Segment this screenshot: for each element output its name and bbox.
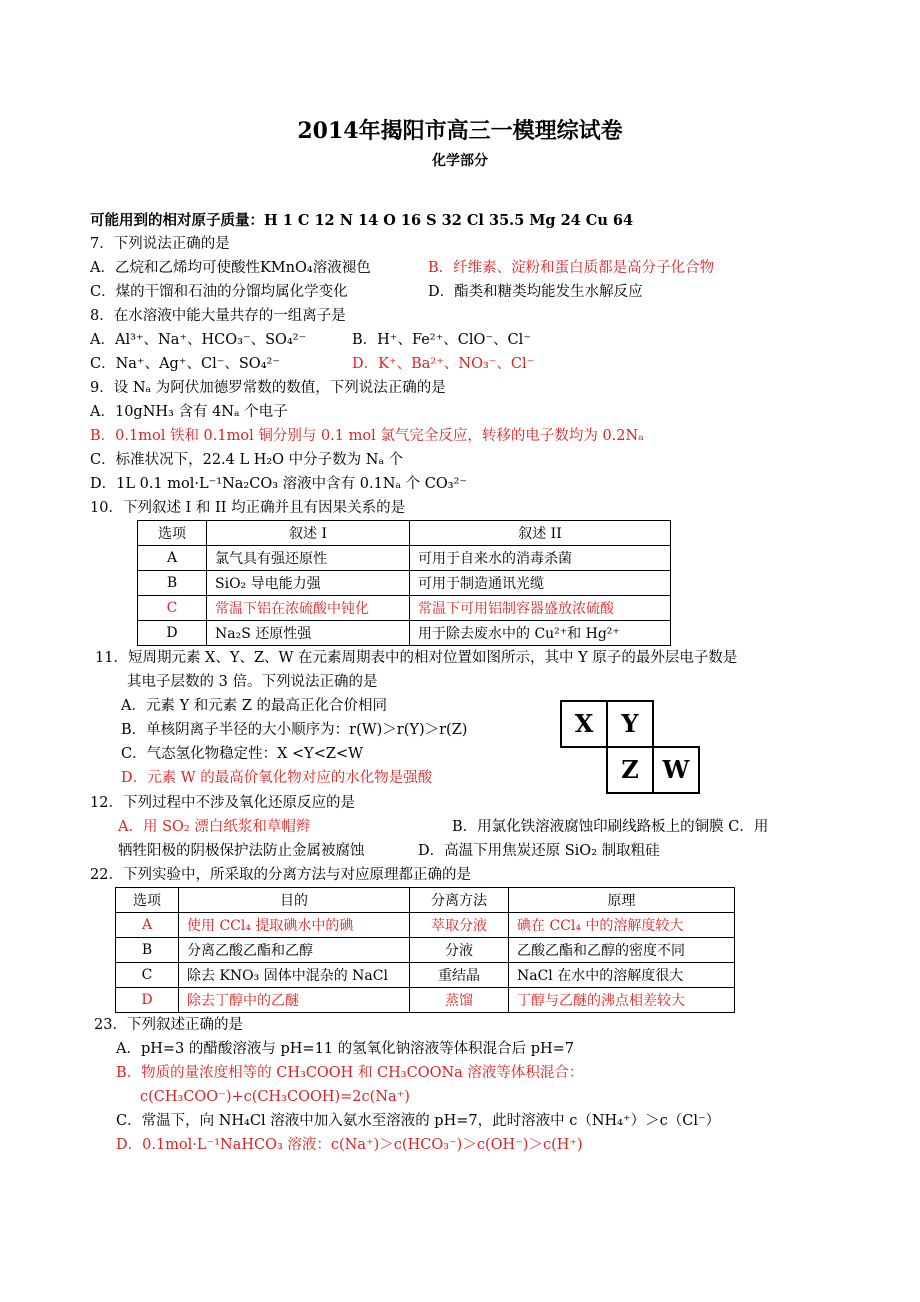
table-header-cell: 叙述 II bbox=[410, 521, 671, 546]
q23-option-b-formula: c(CH₃COO⁻)+c(CH₃COOH)=2c(Na⁺) bbox=[140, 1089, 410, 1105]
element-cell-w: W bbox=[652, 746, 700, 794]
q9-option-a: A．10gNH₃ 含有 4Nₐ 个电子 bbox=[90, 404, 288, 420]
q11-option-c: C．气态氢化物稳定性：X <Y<Z<W bbox=[121, 746, 364, 762]
table-cell: B bbox=[116, 938, 179, 963]
table-cell: NaCl 在水中的溶解度很大 bbox=[509, 963, 735, 988]
q23-option-c: C．常温下，向 NH₄Cl 溶液中加入氨水至溶液的 pH=7，此时溶液中 c（NH₄⁺）＞c（Cl⁻） bbox=[116, 1113, 721, 1129]
table-cell: A bbox=[138, 546, 207, 571]
q9-option-b: B．0.1mol 铁和 0.1mol 铜分别与 0.1 mol 氯气完全反应，转移的电子数均为 0.2Nₐ bbox=[90, 428, 644, 444]
q8-option-b: B．H⁺、Fe²⁺、ClO⁻、Cl⁻ bbox=[352, 332, 531, 348]
q12-option-a: A．用 SO₂ 漂白纸浆和草帽辫 bbox=[118, 819, 311, 835]
q23-stem: 23．下列叙述正确的是 bbox=[94, 1017, 243, 1033]
periodic-table-diagram bbox=[560, 700, 704, 792]
table-header-cell: 目的 bbox=[179, 888, 410, 913]
table-cell: Na₂S 还原性强 bbox=[207, 621, 410, 646]
table-cell: 使用 CCl₄ 提取碘水中的碘 bbox=[179, 913, 410, 938]
table-cell: 碘在 CCl₄ 中的溶解度较大 bbox=[509, 913, 735, 938]
q7-option-b: B．纤维素、淀粉和蛋白质都是高分子化合物 bbox=[428, 260, 715, 276]
table-header-row bbox=[116, 888, 735, 913]
table-header-cell: 叙述 I bbox=[207, 521, 410, 546]
q11-option-d: D．元素 W 的最高价氧化物对应的水化物是强酸 bbox=[121, 770, 433, 786]
q11-option-a: A．元素 Y 和元素 Z 的最高正化合价相同 bbox=[121, 698, 388, 714]
table-cell: 蒸馏 bbox=[410, 988, 509, 1013]
q11-stem-1: 11．短周期元素 X、Y、Z、W 在元素周期表中的相对位置如图所示，其中 Y 原子的最外层电子数是 bbox=[95, 650, 738, 666]
table-row bbox=[116, 913, 735, 938]
table-cell: 常温下可用铝制容器盛放浓硫酸 bbox=[410, 596, 671, 621]
q9-stem: 9．设 Nₐ 为阿伏加德罗常数的数值，下列说法正确的是 bbox=[90, 380, 446, 396]
table-cell: 丁醇与乙醚的沸点相差较大 bbox=[509, 988, 735, 1013]
q23-option-b: B．物质的量浓度相等的 CH₃COOH 和 CH₃COONa 溶液等体积混合： bbox=[116, 1065, 584, 1081]
table-cell: A bbox=[116, 913, 179, 938]
q7-stem: 7．下列说法正确的是 bbox=[90, 236, 230, 252]
table-header-cell: 分离方法 bbox=[410, 888, 509, 913]
table-cell: C bbox=[138, 596, 207, 621]
table-cell: 氯气具有强还原性 bbox=[207, 546, 410, 571]
table-cell: 除去 KNO₃ 固体中混杂的 NaCl bbox=[179, 963, 410, 988]
atomic-masses: 可能用到的相对原子质量：H 1 C 12 N 14 O 16 S 32 Cl 35.5 Mg 24 Cu 64 bbox=[90, 212, 634, 229]
table-row bbox=[116, 988, 735, 1013]
element-cell-x: X bbox=[560, 700, 608, 748]
q7-option-a: A．乙烷和乙烯均可使酸性KMnO₄溶液褪色 bbox=[90, 260, 371, 276]
q23-option-d: D．0.1mol·L⁻¹NaHCO₃ 溶液：c(Na⁺)＞c(HCO₃⁻)＞c(OH⁻)＞c(H⁺) bbox=[116, 1137, 583, 1153]
element-cell-y: Y bbox=[606, 700, 654, 748]
table-cell: D bbox=[138, 621, 207, 646]
table-cell: 萃取分液 bbox=[410, 913, 509, 938]
q12-stem: 12．下列过程中不涉及氧化还原反应的是 bbox=[90, 795, 355, 811]
q9-option-d: D．1L 0.1 mol·L⁻¹Na₂CO₃ 溶液中含有 0.1Nₐ 个 CO₃²⁻ bbox=[90, 476, 468, 492]
q9-option-c: C．标准状况下，22.4 L H₂O 中分子数为 Nₐ 个 bbox=[90, 452, 404, 468]
q12-option-d: D．高温下用焦炭还原 SiO₂ 制取粗硅 bbox=[418, 843, 660, 859]
table-cell: B bbox=[138, 571, 207, 596]
table-cell: 常温下铝在浓硫酸中钝化 bbox=[207, 596, 410, 621]
table-row bbox=[138, 596, 671, 621]
q8-stem: 8．在水溶液中能大量共存的一组离子是 bbox=[90, 308, 346, 324]
table-cell: 除去丁醇中的乙醚 bbox=[179, 988, 410, 1013]
table-cell: 分液 bbox=[410, 938, 509, 963]
element-cell-z: Z bbox=[606, 746, 654, 794]
q8-option-c: C．Na⁺、Ag⁺、Cl⁻、SO₄²⁻ bbox=[90, 356, 280, 372]
q7-option-c: C．煤的干馏和石油的分馏均属化学变化 bbox=[90, 284, 348, 300]
q10-stem: 10．下列叙述 I 和 II 均正确并且有因果关系的是 bbox=[90, 500, 406, 516]
page-subtitle: 化学部分 bbox=[432, 153, 488, 169]
q10-table bbox=[137, 520, 671, 646]
table-cell: 可用于自来水的消毒杀菌 bbox=[410, 546, 671, 571]
q8-option-d: D．K⁺、Ba²⁺、NO₃⁻、Cl⁻ bbox=[352, 356, 535, 372]
q12-option-b: B．用氯化铁溶液腐蚀印刷线路板上的铜膜 C．用 bbox=[452, 819, 769, 835]
q22-stem: 22．下列实验中，所采取的分离方法与对应原理都正确的是 bbox=[90, 867, 471, 883]
table-row bbox=[138, 571, 671, 596]
table-row bbox=[116, 938, 735, 963]
page-title: 2014年揭阳市高三一模理综试卷 bbox=[297, 118, 623, 144]
table-row bbox=[138, 546, 671, 571]
table-header-row bbox=[138, 521, 671, 546]
q11-option-b: B．单核阴离子半径的大小顺序为：r(W)＞r(Y)＞r(Z) bbox=[121, 722, 468, 738]
q7-option-d: D．酯类和糖类均能发生水解反应 bbox=[428, 284, 643, 300]
table-cell: SiO₂ 导电能力强 bbox=[207, 571, 410, 596]
table-cell: D bbox=[116, 988, 179, 1013]
q12-option-c: 牺牲阳极的阴极保护法防止金属被腐蚀 bbox=[118, 843, 365, 859]
table-header-cell: 选项 bbox=[138, 521, 207, 546]
table-cell: 乙酸乙酯和乙醇的密度不同 bbox=[509, 938, 735, 963]
q11-stem-2: 其电子层数的 3 倍。下列说法正确的是 bbox=[127, 674, 378, 690]
table-header-cell: 选项 bbox=[116, 888, 179, 913]
table-header-cell: 原理 bbox=[509, 888, 735, 913]
table-cell: 可用于制造通讯光缆 bbox=[410, 571, 671, 596]
q22-table bbox=[115, 887, 735, 1013]
table-row bbox=[116, 963, 735, 988]
table-cell: 重结晶 bbox=[410, 963, 509, 988]
table-row bbox=[138, 621, 671, 646]
table-cell: 用于除去废水中的 Cu²⁺和 Hg²⁺ bbox=[410, 621, 671, 646]
q23-option-a: A．pH=3 的醋酸溶液与 pH=11 的氢氧化钠溶液等体积混合后 pH=7 bbox=[116, 1041, 575, 1057]
q8-option-a: A．Al³⁺、Na⁺、HCO₃⁻、SO₄²⁻ bbox=[90, 332, 307, 348]
table-cell: 分离乙酸乙酯和乙醇 bbox=[179, 938, 410, 963]
table-cell: C bbox=[116, 963, 179, 988]
